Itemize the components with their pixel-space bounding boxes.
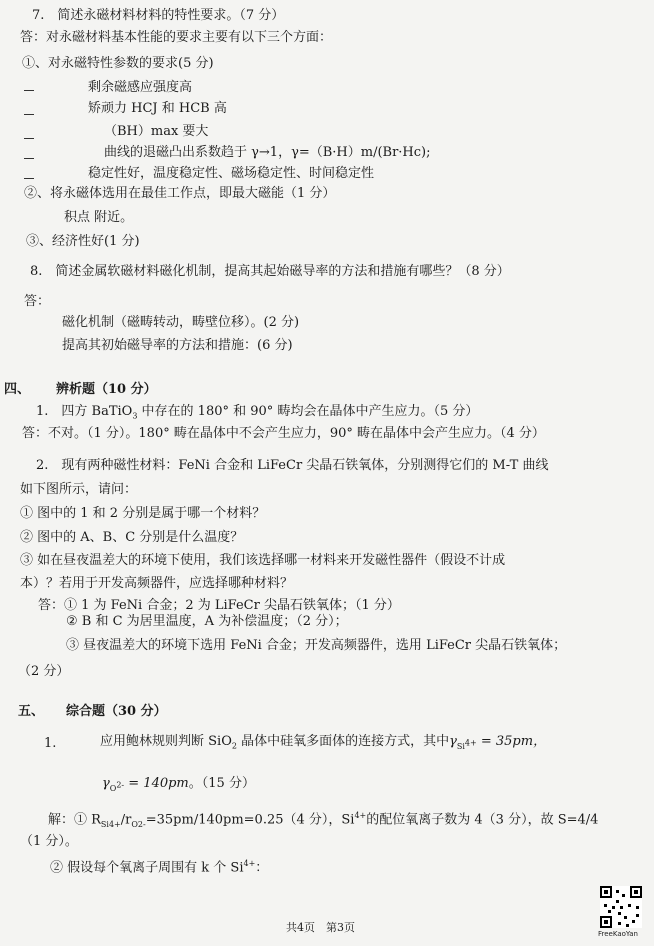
q7-point1-item5: 稳定性好，温度稳定性、磁场稳定性、时间稳定性 [88,166,375,181]
sec4-q2-line1: 2. 现有两种磁性材料：FeNi 合金和 LiFeCr 尖晶石铁氧体，分别测得它们的 M-T 曲线 [36,458,549,473]
page-footer: 共4页 第3页 [286,921,355,934]
q7-point2: ②、将永磁体选用在最佳工作点，即最大磁能（1 分） [24,186,336,201]
q7-point1-item1: 剩余磁感应强度高 [88,80,193,95]
section5-number: 五、 [18,704,45,719]
q8-answer-label: 答： [24,294,51,309]
sec5-q1-gamma-o: $\gamma_{O^{2-}} = 140pm$。（15 分） [102,776,255,793]
sec5-solution1-cont: （1 分）。 [20,834,78,849]
sec4-a2-line4: （2 分） [18,664,70,679]
sec4-q2-item3: ③ 如在昼夜温差大的环境下使用，我们该选择哪一材料来开发磁性器件（假设不计成 [20,553,506,568]
q8-answer-line2: 提高其初始磁导率的方法和措施：(6 分) [62,338,293,353]
sec5-solution2: ② 假设每个氧离子周围有 k 个 $Si^{4+}$： [50,859,269,876]
sec4-q2-item2: ② 图中的 A、B、C 分别是什么温度？ [20,530,244,545]
bullet-dash [24,114,34,115]
sec4-q2-line2: 如下图所示，请问： [20,482,138,497]
q7-point2-cont: 积点 附近。 [64,210,134,225]
sec4-a2-line2: ② B 和 C 为居里温度，A 为补偿温度；（2 分）； [66,614,348,629]
sec5-q1-text: 应用鲍林规则判断 SiO$_2$ 晶体中硅氧多面体的连接方式，其中$\gamma_{Si^{4+}} = 35pm$， [100,734,547,751]
q7-point1-item2: 矫顽力 HCJ 和 HCB 高 [88,101,227,116]
q7-answer-intro: 答：对永磁材料基本性能的要求主要有以下三个方面： [20,30,333,45]
bullet-dash [24,178,34,179]
q7-point1-item3: （BH）max 要大 [104,124,209,139]
sec5-solution1: 解：① $R_{Si4+}/r_{O2-}=35pm/140pm=0.25(4$ 分），$Si^{4+}$的配位氧离子数为 4（3 分），故 S=4/4 [48,811,599,829]
qr-code-icon [600,886,642,928]
section5-title: 综合题（30 分） [66,704,167,719]
q8-title: 8. 简述金属软磁材料磁化机制，提高其起始磁导率的方法和措施有哪些？（8 分） [30,264,510,279]
sec4-q2-item3-cont: 本）？若用于开发高频器件，应选择哪种材料？ [20,576,294,591]
bullet-dash [24,138,34,139]
watermark-text: FreeKaoYan [598,930,638,938]
q7-point1: ①、对永磁特性参数的要求(5 分) [22,56,214,71]
sec4-q2-item1: ① 图中的 1 和 2 分别是属于哪一个材料？ [20,506,266,521]
section4-title: 辨析题（10 分） [56,382,157,397]
q7-point1-item4: 曲线的退磁凸出系数趋于 γ→1，γ=（B·H）m/(Br·Hc); [104,145,431,160]
q8-answer-line1: 磁化机制（磁畴转动，畴壁位移）。(2 分) [62,315,300,330]
sec4-q1: 1. 四方 BaTiO$_3$ 中存在的 180° 和 90° 畴均会在晶体中产生应力。（5 分） [36,404,479,421]
sec4-a2-line3: ③ 昼夜温差大的环境下选用 FeNi 合金；开发高频器件，选用 LiFeCr 尖晶石铁氧体； [66,638,567,653]
sec5-q1-number: 1. [44,736,57,751]
bullet-dash [24,90,34,91]
sec4-a1: 答：不对。（1 分）。180° 畴在晶体中不会产生应力，90° 畴在晶体中会产生应力。（4 分） [22,426,545,441]
section4-number: 四、 [4,382,31,397]
sec4-a2-line1: 答：① 1 为 FeNi 合金；2 为 LiFeCr 尖晶石铁氧体；（1 分） [38,598,400,613]
q7-point3: ③、经济性好(1 分) [26,234,140,249]
bullet-dash [24,158,34,159]
q7-title: 7. 简述永磁材料材料的特性要求。（7 分） [32,8,285,23]
